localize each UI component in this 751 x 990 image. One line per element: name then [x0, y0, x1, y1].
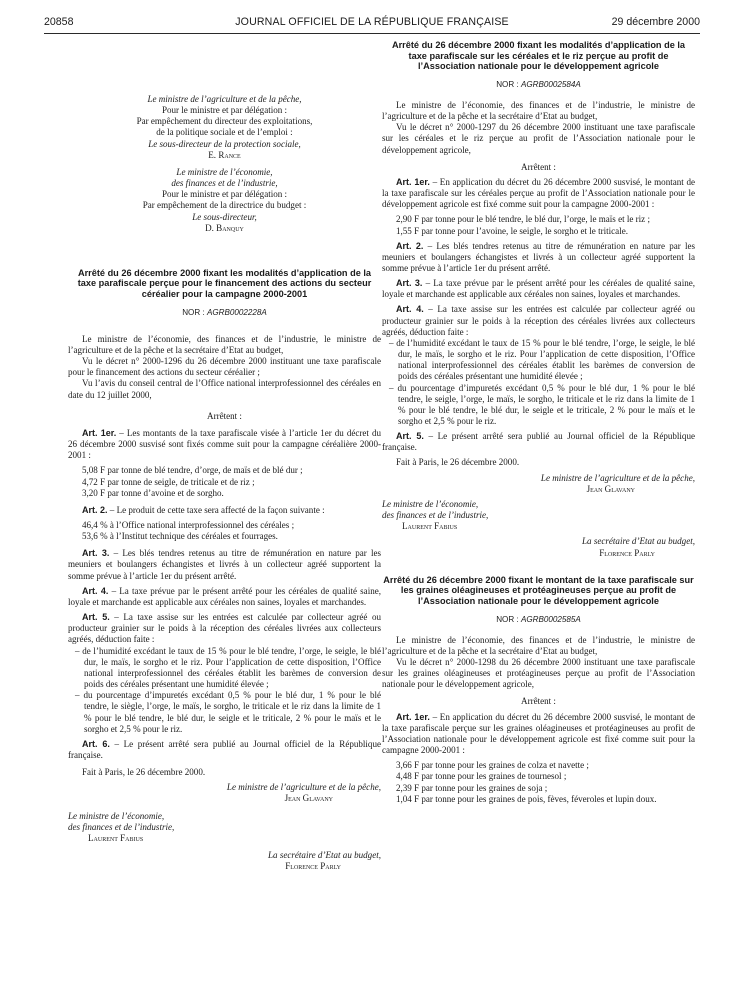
nor-reference — [68, 307, 381, 318]
signatory-title: Le ministre de l’agriculture et de la pêche, — [147, 94, 302, 104]
article-label: Art. 4. — [396, 304, 424, 315]
allocation-line: 46,4 % à l’Office national interprofessionnel des céréales ; — [82, 520, 295, 530]
article-5 — [68, 612, 381, 645]
rate-line: 4,72 F par tonne de seigle, de triticale et de riz ; — [82, 476, 255, 487]
article-text: – La taxe assise sur les entrées est calculée par collecteur agréé ou producteur grainier sur le poids à la réception des céréales livrées aux collecteurs agréés, déduction faite : — [382, 304, 695, 337]
preamble: Le ministre de l’économie, des finances et de l’industrie, le ministre de l’agriculture et de la pêche et la secrétaire d’Etat au budget, — [382, 99, 695, 122]
article-3 — [382, 278, 695, 300]
decree-title: Arrêté du 26 décembre 2000 fixant le montant de la taxe parafiscale sur les graines oléagineuses et protéagineuses perçue au profit de l’Association nationale pour le développement agricole — [383, 574, 694, 606]
deduction-item: – de l’humidité excédant le taux de 15 % pour le blé tendre, l’orge, le seigle, le blé dur, le maïs, le sorgho et le riz. Pour l’application de cette disposition, l’Office national interprofessionnel des céréales établit les barèmes de conversion de poids des céréales présentant une humidité élevée ; — [389, 337, 695, 382]
signature-block-top — [68, 94, 381, 234]
decree-title: Arrêté du 26 décembre 2000 fixant les modalités d’application de la taxe parafiscale perçue pour le financement des actions du secteur céréalier pour la campagne 2000-2001 — [77, 267, 372, 300]
nor-code: AGRB0002585A — [520, 614, 581, 624]
article-label: Art. 4. — [82, 585, 109, 596]
delegation-line: Pour le ministre et par délégation : — [161, 105, 288, 116]
article-label: Art. 1er. — [396, 711, 430, 722]
rate-line: 4,48 F par tonne pour les graines de tournesol ; — [396, 771, 567, 782]
article-text: – La taxe prévue par le présent arrêté pour les céréales de qualité saine, loyale et marchande est applicable aux céréales non saines, loyales et marchandes. — [68, 585, 382, 607]
delegation-line: Par empêchement de la directrice du budget : — [142, 200, 307, 211]
deduction-item: – de l’humidité excédant le taux de 15 % pour le blé tendre, l’orge, le seigle, le blé dur, le maïs, le sorgho et le riz. Pour l’application de cette disposition, l’Office national interprofessionnel des céréales établit les barèmes de conversion de poids des céréales présentant une humidité élevée ; — [75, 645, 381, 690]
article-4 — [382, 304, 695, 337]
article-text: – Le présent arrêté sera publié au Journal officiel de la République française. — [382, 431, 695, 453]
nor-code: AGRB0002584A — [520, 79, 581, 89]
article-text: – Le produit de cette taxe sera affecté de la façon suivante : — [107, 504, 325, 515]
rate-line: 3,66 F par tonne pour les graines de colza et navette ; — [396, 760, 589, 771]
article-label: Art. 6. — [82, 738, 110, 749]
preamble: Le ministre de l’économie, des finances et de l’industrie, le ministre de l’agriculture et de la pêche et la secrétaire d’Etat au budget, — [382, 634, 695, 656]
article-label: Art. 5. — [396, 431, 424, 442]
arretent: Arrêtent : — [207, 410, 242, 421]
delegation-line: Pour le ministre et par délégation : — [161, 189, 288, 200]
right-column — [382, 40, 695, 805]
fait-a-paris: Fait à Paris, le 26 décembre 2000. — [82, 767, 206, 778]
page-number: 20858 — [44, 16, 74, 28]
journal-title: JOURNAL OFFICIEL DE LA RÉPUBLIQUE FRANÇAISE — [235, 16, 509, 28]
article-1 — [382, 712, 695, 757]
signatory-title: Le ministre de l’économie, — [176, 166, 273, 177]
article-3 — [68, 548, 381, 581]
vu-clause: Vu le décret n° 2000-1296 du 26 décembre 2000 instituant une taxe parafiscale pour le financement des actions du secteur céréalier ; — [68, 356, 381, 378]
rate-line: 1,55 F par tonne pour l’avoine, le seigle, le sorgho et le triticale. — [396, 225, 628, 236]
nor-reference — [382, 614, 695, 625]
article-label: Art. 3. — [82, 548, 110, 559]
signatory-name: D. Banquy — [205, 222, 244, 233]
signatory-title: des finances et de l’industrie, — [68, 821, 175, 832]
article-4 — [68, 586, 381, 608]
rate-line: 1,04 F par tonne pour les graines de pois, fèves, féveroles et lupin doux. — [396, 793, 657, 804]
article-text: – Le présent arrêté sera publié au Journal officiel de la République française. — [68, 738, 381, 760]
arretent: Arrêtent : — [521, 161, 556, 172]
signatory-title: Le ministre de l’agriculture et de la pêche, — [226, 782, 381, 793]
signatory-title: des finances et de l’industrie, — [171, 178, 278, 189]
article-label: Art. 2. — [82, 504, 108, 515]
nor-reference — [382, 79, 695, 90]
nor-code: AGRB0002228A — [206, 307, 267, 317]
signatory-name: Jean Glavany — [586, 483, 635, 494]
article-label: Art. 1er. — [82, 427, 117, 438]
signatory-name: Laurent Fabius — [402, 521, 458, 532]
issue-date: 29 décembre 2000 — [611, 16, 700, 28]
deduction-item: – du pourcentage d’impuretés excédant 0,5 % pour le blé dur, 1 % pour le blé tendre, le siègle, l’orge, le maïs, le sorgho, le triticale et le riz dans la limite de 1 % pour le blé tendre, le blé dur, le seigle et le triticale, 2 % pour le maïs et le sorgho et 2,5 % pour le riz. — [75, 690, 381, 734]
article-text: – La taxe assise sur les entrées est calculée par collecteur agréé ou producteur grainier sur le poids à la réception des céréales livrées aux collecteurs agréés, déduction faite : — [68, 612, 381, 645]
deduction-item: – du pourcentage d’impuretés excédant 0,5 % pour le blé dur, 1 % pour le blé tendre, le seigle, l’orge, le maïs, le sorgho, le triticale et le riz dans la limite de 1 % pour le blé tendre, le blé dur, le seigle et le triticale, 2 % pour le maïs et le sorgho et 2,5 % pour le riz. — [389, 382, 695, 426]
rate-line: 2,90 F par tonne pour le blé tendre, le blé dur, l’orge, le maïs et le riz ; — [396, 214, 650, 225]
left-column — [68, 94, 381, 872]
rate-line: 2,39 F par tonne pour les graines de soja ; — [396, 782, 548, 793]
header-rule — [44, 33, 700, 34]
signatory-title: La secrétaire d’Etat au budget, — [268, 850, 381, 861]
article-2 — [68, 505, 381, 516]
arretent: Arrêtent : — [521, 696, 556, 707]
vu-clause: Vu le décret n° 2000-1298 du 26 décembre 2000 instituant une taxe parafiscale sur les graines oléagineuses et protéagineuses perçue au profit de l’Association nationale pour le développement agricole, — [382, 656, 695, 690]
article-label: Art. 1er. — [396, 176, 430, 187]
article-1 — [68, 428, 381, 461]
signatory-name: Laurent Fabius — [88, 832, 144, 843]
nor-label: NOR : — [496, 614, 519, 624]
signatory-name: Florence Parly — [285, 861, 341, 872]
fait-a-paris: Fait à Paris, le 26 décembre 2000. — [396, 457, 520, 468]
signatory-title: La secrétaire d’Etat au budget, — [582, 536, 695, 547]
signatory-title: Le ministre de l’économie, — [68, 810, 165, 821]
page-header — [44, 16, 700, 32]
article-5 — [382, 431, 695, 453]
signatory-title: Le ministre de l’agriculture et de la pêche, — [540, 472, 695, 483]
article-text: – Les blés tendres retenus au titre de rémunération en nature par les meuniers et boulangers échangistes et livrés à un collecteur agréé supportent la somme prévue à l’article 1er du présent arrêté. — [68, 548, 381, 581]
article-1 — [382, 177, 695, 210]
nor-label: NOR : — [182, 307, 205, 317]
article-text: – Les blés tendres retenus au titre de rémunération en nature par les meuniers et boulangers échangistes et livrés à un collecteur agréé supportent la somme prévue à l’article 1er du présent arrêté. — [382, 240, 695, 273]
signatory-title: des finances et de l’industrie, — [382, 510, 489, 521]
signatory-title: Le ministre de l’économie, — [382, 498, 479, 509]
signatory-title: Le sous-directeur, — [192, 211, 257, 222]
signatory-name: E. Rance — [208, 149, 241, 160]
signatory-name: Jean Glavany — [284, 793, 333, 804]
article-label: Art. 3. — [396, 278, 423, 289]
vu-clause: Vu l’avis du conseil central de l’Office national interprofessionnel des céréales en date du 12 juillet 2000, — [68, 378, 381, 400]
decree-title: Arrêté du 26 décembre 2000 fixant les modalités d’application de la taxe parafiscale sur les céréales et le riz perçue au profit de l’Association nationale pour le développement agricole — [391, 40, 686, 72]
article-label: Art. 5. — [82, 612, 110, 623]
delegation-line: Par empêchement du directeur des exploitations, — [136, 116, 313, 127]
article-label: Art. 2. — [396, 240, 424, 251]
article-text: – En application du décret du 26 décembre 2000 susvisé, le montant de la taxe parafiscale perçue sur les graines oléagineuses et protéagineuses au profit de l’Association nationale pour le développement agricole est fixé comme suit pour la campagne 2000-2001 : — [382, 711, 695, 756]
allocation-line: 53,6 % à l’Institut technique des céréales et fourrages. — [82, 531, 278, 542]
rate-line: 3,20 F par tonne d’avoine et de sorgho. — [82, 487, 224, 498]
article-2 — [382, 241, 695, 274]
rate-line: 5,08 F par tonne de blé tendre, d’orge, de maïs et de blé dur ; — [82, 465, 303, 476]
vu-clause: Vu le décret n° 2000-1297 du 26 décembre 2000 instituant une taxe parafiscale sur les céréales et le riz perçue au profit de l’Association nationale pour le développement agricole, — [382, 122, 695, 155]
article-6 — [68, 739, 381, 761]
article-text: – La taxe prévue par le présent arrêté pour les céréales de qualité saine, loyale et marchande est applicable aux céréales non saines, loyales et marchandes. — [382, 278, 696, 300]
delegation-line: de la politique sociale et de l’emploi : — [156, 127, 293, 138]
article-text: – En application du décret du 26 décembre 2000 susvisé, le montant de la taxe parafiscale sur les céréales perçue au profit de l’Association nationale pour le développement agricole est fixé comme suit pour la campagne 2000-2001 : — [382, 176, 695, 210]
signatory-title: Le sous-directeur de la protection sociale, — [148, 138, 301, 149]
signatory-name: Florence Parly — [599, 547, 655, 558]
article-text: – Les montants de la taxe parafiscale visée à l’article 1er du décret du 26 décembre 2000 susvisé sont fixés comme suit pour la campagne céréalière 2000-2001 : — [68, 427, 381, 461]
preamble: Le ministre de l’économie, des finances et de l’industrie, le ministre de l’agriculture et de la pêche et la secrétaire d’Etat au budget, — [68, 333, 381, 355]
nor-label: NOR : — [496, 79, 519, 89]
